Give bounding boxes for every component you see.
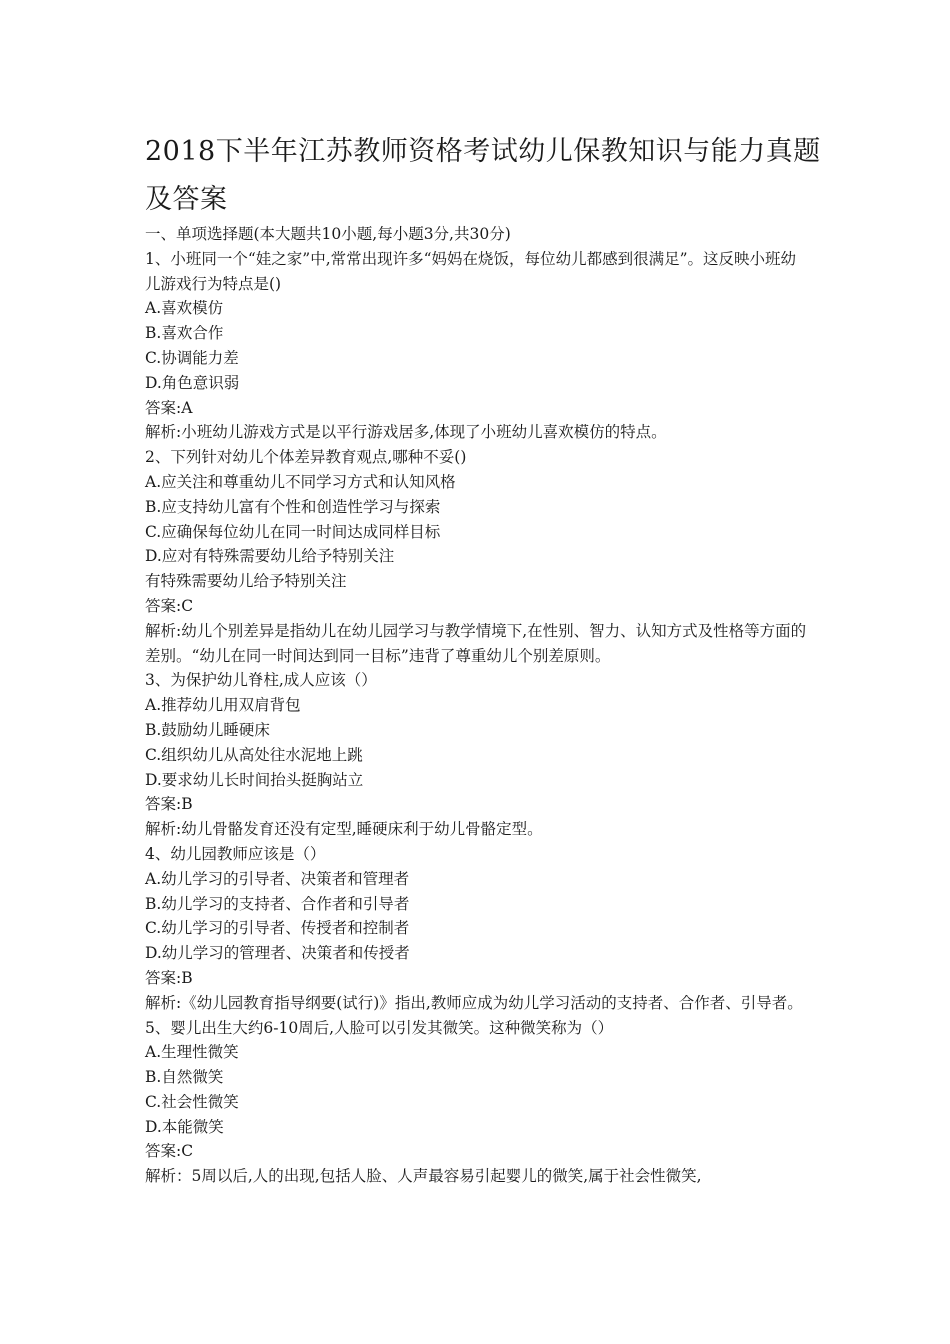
answer: 答案:B <box>145 968 193 987</box>
option-c: C.社会性微笑 <box>145 1092 239 1111</box>
question-stem: 1、小班同一个“娃之家”中,常常出现许多“妈妈在烧饭，每位幼儿都感到很满足”。这反映小班幼儿游戏行为特点是() <box>145 249 796 293</box>
option-d: D.本能微笑 <box>145 1117 224 1136</box>
option-a: A.生理性微笑 <box>145 1043 239 1062</box>
option-d: D.幼儿学习的管理者、决策者和传授者 <box>145 944 410 963</box>
answer: 答案:C <box>145 596 194 615</box>
option-b: B.鼓励幼儿睡硬床 <box>145 720 270 739</box>
option-b: B.应支持幼儿富有个性和创造性学习与探索 <box>145 497 441 516</box>
option-c: C.应确保每位幼儿在同一时间达成同样目标 <box>145 522 441 541</box>
option-d: D.应对有特殊需要幼儿给予特别关注 <box>145 547 395 566</box>
option-c: C.幼儿学习的引导者、传授者和控制者 <box>145 919 410 938</box>
option-b: B.幼儿学习的支持者、合作者和引导者 <box>145 894 410 913</box>
analysis: 解析:幼儿骨骼发育还没有定型,睡硬床利于幼儿骨骼定型。 <box>145 820 543 839</box>
answer: 答案:C <box>145 1142 194 1161</box>
analysis: 解析:《幼儿园教育指导纲要(试行)》指出,教师应成为幼儿学习活动的支持者、合作者、引导者。 <box>145 993 803 1012</box>
option-b: B.喜欢合作 <box>145 324 224 343</box>
answer: 答案:B <box>145 795 193 814</box>
question-stem: 2、下列针对幼儿个体差异教育观点,哪种不妥() <box>145 448 467 467</box>
option-d: D.要求幼儿长时间抬头挺胸站立 <box>145 770 364 789</box>
analysis: 解析：5周以后,人的出现,包括人脸、人声最容易引起婴儿的微笑,属于社会性微笑, <box>145 1167 702 1186</box>
option-c: C.协调能力差 <box>145 348 239 367</box>
option-d: D.角色意识弱 <box>145 373 240 392</box>
option-b: B.自然微笑 <box>145 1068 224 1087</box>
option-a: A.喜欢模仿 <box>145 299 224 318</box>
extra-line: 有特殊需要幼儿给予特别关注 <box>145 572 347 591</box>
option-a: A.应关注和尊重幼儿不同学习方式和认知风格 <box>145 472 456 491</box>
answer: 答案:A <box>145 398 193 417</box>
question-stem: 3、为保护幼儿脊柱,成人应该（） <box>145 671 377 690</box>
option-a: A.幼儿学习的引导者、决策者和管理者 <box>145 869 410 888</box>
document-body <box>145 222 810 1189</box>
question-stem: 5、婴儿出生大约6-10周后,人脸可以引发其微笑。这种微笑称为（） <box>145 1018 614 1037</box>
document-title: 2018下半年江苏教师资格考试幼儿保教知识与能力真题及答案 <box>145 136 821 215</box>
question-stem: 4、幼儿园教师应该是（） <box>145 844 326 863</box>
analysis: 解析:小班幼儿游戏方式是以平行游戏居多,体现了小班幼儿喜欢模仿的特点。 <box>145 423 667 442</box>
analysis: 解析:幼儿个别差异是指幼儿在幼儿园学习与教学情境下,在性别、智力、认知方式及性格等方面的差别。“幼儿在同一时间达到同一目标”违背了尊重幼儿个别差原则。 <box>145 621 807 665</box>
option-a: A.推荐幼儿用双肩背包 <box>145 696 301 715</box>
option-c: C.组织幼儿从高处往水泥地上跳 <box>145 745 363 764</box>
section-heading: 一、单项选择题(本大题共10小题,每小题3分,共30分) <box>145 225 511 243</box>
